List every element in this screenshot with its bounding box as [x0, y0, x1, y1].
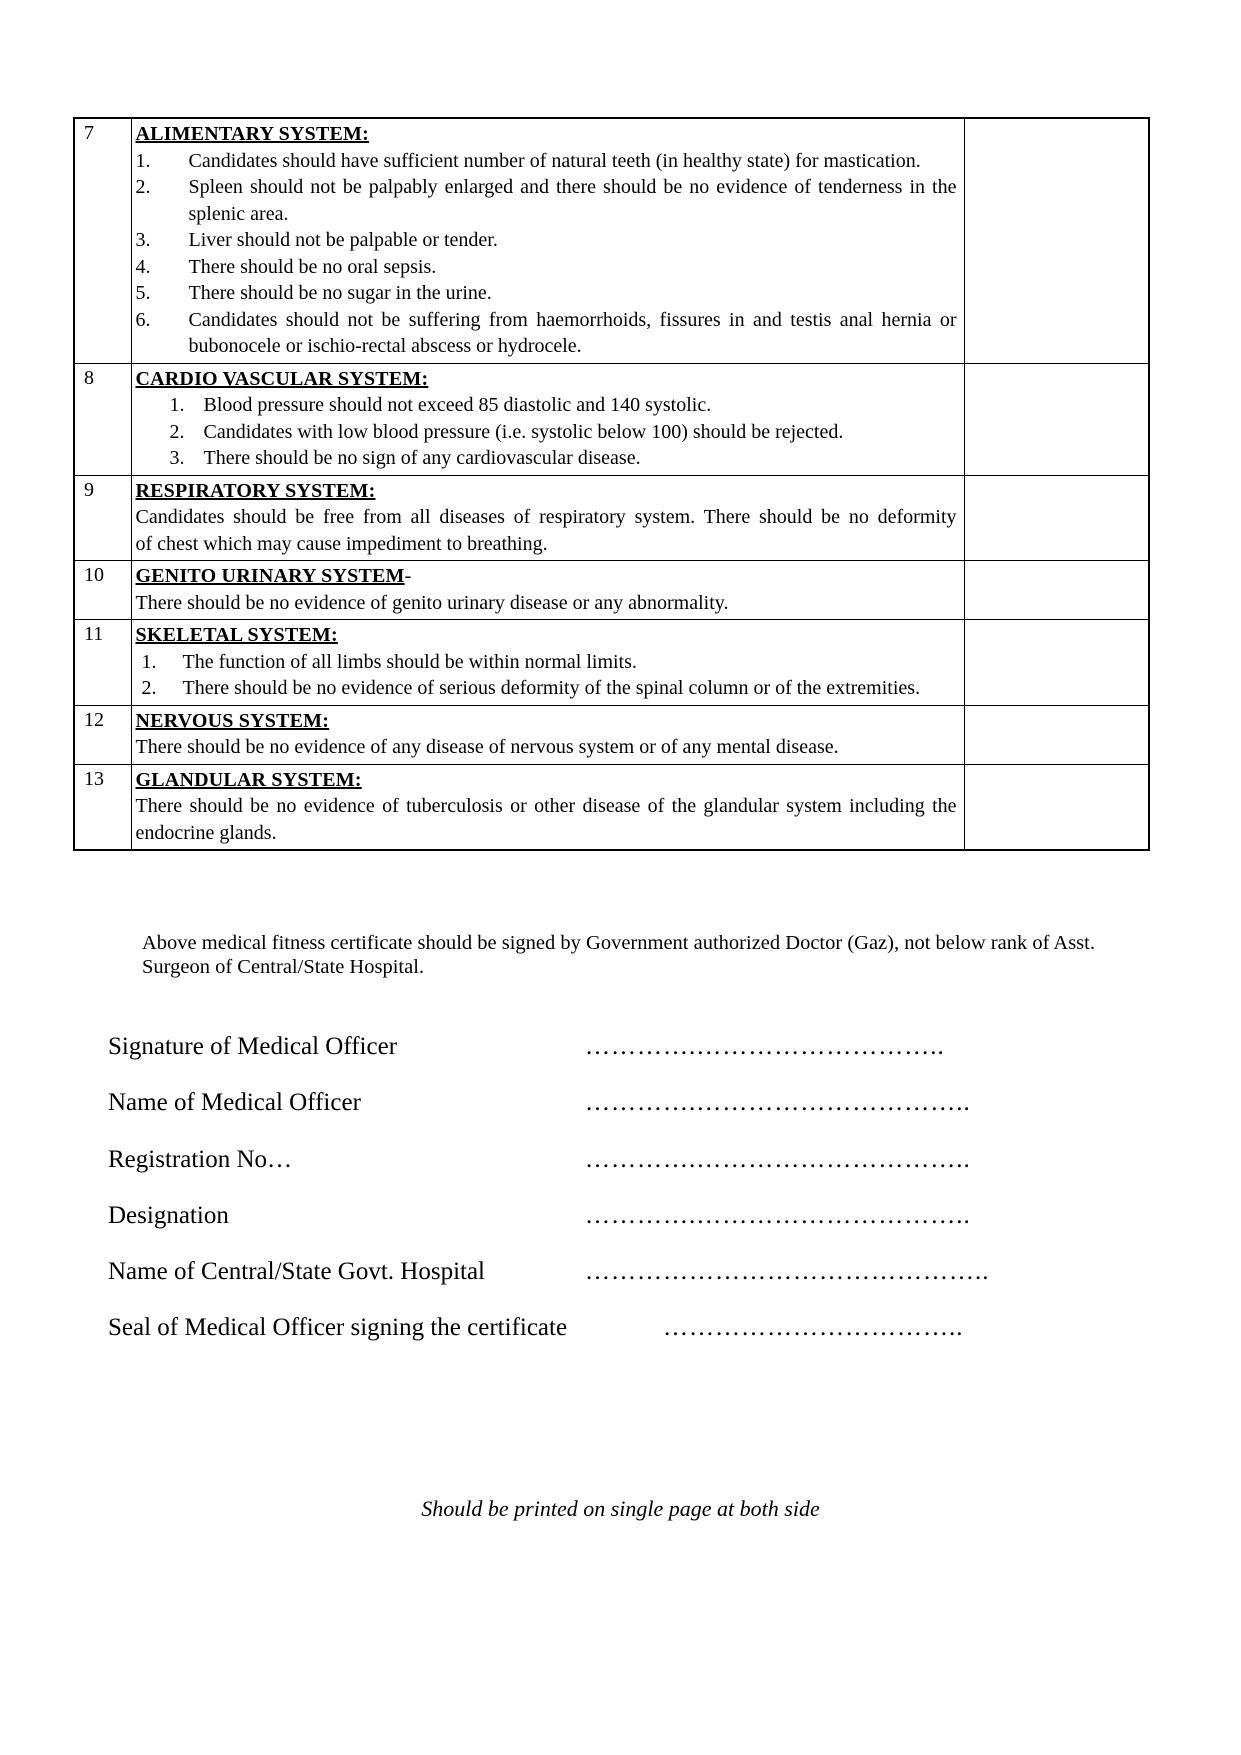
remarks-cell	[964, 363, 1149, 475]
text-line: Candidates should have sufficient number of natural teeth (in healthy state) for mastication.	[188, 149, 921, 172]
row-number-cell: 11	[74, 620, 131, 706]
list-item	[136, 675, 957, 702]
text-line: There should be no evidence of genito urinary disease or any abnormality.	[135, 591, 729, 614]
table-row	[74, 620, 1149, 706]
dotted-fill-line: ………………………………………..	[585, 1258, 990, 1286]
row-number-cell: 9	[74, 475, 131, 561]
list-item	[136, 392, 957, 419]
item-number: 1.	[135, 149, 151, 172]
note-line: Surgeon of Central/State Hospital.	[142, 956, 425, 978]
system-cell	[131, 705, 964, 764]
list-item	[136, 649, 957, 676]
text-line: There should be no oral sepsis.	[188, 255, 437, 278]
item-number: 3.	[135, 229, 151, 251]
signature-row	[108, 1088, 1148, 1144]
text-line: Candidates should be free from all diseases of respiratory system. There should be no deformity	[135, 506, 957, 528]
list-item	[136, 307, 957, 360]
dotted-fill-line: ……………………………..	[663, 1314, 964, 1342]
text-line: There should be no sign of any cardiovascular disease.	[203, 447, 641, 469]
dotted-fill-line: ………….…………………………..	[585, 1089, 971, 1117]
remarks-cell	[964, 118, 1149, 363]
signature-label: Seal of Medical Officer signing the certificate	[108, 1314, 568, 1342]
systems-table	[73, 117, 1150, 851]
system-heading	[136, 708, 957, 735]
system-heading	[136, 478, 957, 505]
signature-row	[108, 1313, 1148, 1369]
system-title: SKELETAL SYSTEM:	[135, 624, 338, 646]
signature-label: Name of Central/State Govt. Hospital	[108, 1258, 486, 1286]
list-item	[136, 445, 957, 472]
table-row	[74, 363, 1149, 475]
signature-row	[108, 1257, 1148, 1313]
list-item	[136, 280, 957, 307]
row-number-cell: 10	[74, 561, 131, 620]
text-line: Spleen should not be palpably enlarged and there should be no evidence of tenderness in the	[188, 176, 957, 198]
system-title: GENITO URINARY SYSTEM	[135, 565, 405, 587]
item-text	[183, 649, 957, 676]
signature-row	[108, 1201, 1148, 1257]
table-row	[74, 475, 1149, 561]
item-number: 6.	[135, 308, 151, 331]
item-number: 5.	[135, 282, 151, 304]
row-number-cell: 8	[74, 363, 131, 475]
row-number-cell: 13	[74, 764, 131, 850]
systems-table-body	[74, 118, 1149, 850]
text-line: Blood pressure should not exceed 85 diastolic and 140 systolic.	[203, 394, 712, 416]
list-item	[136, 148, 957, 175]
system-cell	[131, 475, 964, 561]
row-number-cell: 12	[74, 705, 131, 764]
text-line: There should be no evidence of any disease of nervous system or of any mental disease.	[135, 736, 839, 758]
signature-row	[108, 1145, 1148, 1201]
table-row	[74, 764, 1149, 850]
table-row	[74, 705, 1149, 764]
system-title: NERVOUS SYSTEM:	[135, 709, 330, 732]
item-text	[189, 148, 957, 175]
text-line: of chest which may cause impediment to breathing.	[135, 532, 548, 555]
system-title: RESPIRATORY SYSTEM:	[135, 479, 376, 502]
signature-label: Name of Medical Officer	[108, 1089, 361, 1117]
item-number: 2.	[169, 420, 185, 443]
text-line: There should be no sugar in the urine.	[188, 282, 492, 304]
item-number: 1.	[141, 650, 157, 673]
item-text	[204, 392, 957, 419]
text-line: There should be no evidence of serious deformity of the spinal column or of the extremities.	[182, 677, 921, 699]
system-cell	[131, 764, 964, 850]
list-item	[136, 254, 957, 281]
system-heading	[136, 767, 957, 794]
note-line: Above medical fitness certificate should be signed by Government authorized Doctor (Gaz), not below rank of Asst.	[142, 932, 1095, 954]
system-heading	[136, 366, 957, 393]
item-text	[189, 174, 957, 227]
item-text	[189, 254, 957, 281]
system-cell	[131, 561, 964, 620]
signature-row	[108, 1032, 1148, 1088]
text-line: bubonocele or ischio-rectal abscess or hydrocele.	[188, 335, 582, 357]
footer-note: Should be printed on single page at both side	[421, 1496, 820, 1521]
text-line: Candidates with low blood pressure (i.e. systolic below 100) should be rejected.	[203, 420, 844, 443]
remarks-cell	[964, 620, 1149, 706]
row-number-cell: 7	[74, 118, 131, 363]
list-item	[136, 419, 957, 446]
item-number: 4.	[135, 255, 151, 278]
table-row	[74, 118, 1149, 363]
title-suffix: -	[404, 565, 412, 587]
item-text	[183, 675, 957, 702]
system-heading	[136, 121, 957, 148]
item-number: 2.	[141, 677, 157, 699]
system-cell	[131, 620, 964, 706]
item-text	[204, 445, 957, 472]
system-title: GLANDULAR SYSTEM:	[135, 768, 362, 791]
signature-label: Registration No…	[108, 1145, 293, 1173]
system-cell	[131, 363, 964, 475]
list-item	[136, 174, 957, 227]
system-heading	[136, 622, 957, 649]
dotted-fill-line: ………….…………………………..	[585, 1201, 971, 1229]
system-cell	[131, 118, 964, 363]
item-number: 3.	[169, 447, 185, 469]
remarks-cell	[964, 475, 1149, 561]
table-row	[74, 561, 1149, 620]
item-number: 1.	[169, 394, 185, 416]
dotted-fill-line: ………….…………………………..	[585, 1145, 971, 1173]
dotted-fill-line: ………….………………………..	[585, 1033, 945, 1060]
item-text	[189, 307, 957, 360]
text-line: splenic area.	[188, 202, 289, 225]
item-text	[189, 280, 957, 307]
text-line: Liver should not be palpable or tender.	[188, 229, 498, 251]
signature-block	[108, 1032, 1148, 1370]
signature-label: Designation	[108, 1201, 229, 1229]
text-line: There should be no evidence of tuberculosis or other disease of the glandular system including the	[135, 795, 957, 817]
system-title: CARDIO VASCULAR SYSTEM:	[135, 367, 429, 390]
doctor-authorization-note	[142, 931, 1122, 979]
system-title: ALIMENTARY SYSTEM:	[135, 123, 369, 145]
item-text	[204, 419, 957, 446]
item-number: 2.	[135, 176, 151, 198]
list-item	[136, 227, 957, 254]
text-line: The function of all limbs should be within normal limits.	[182, 650, 637, 673]
text-line: endocrine glands.	[135, 821, 277, 844]
text-line: Candidates should not be suffering from haemorrhoids, fissures in and testis anal hernia or	[188, 308, 957, 331]
item-text	[189, 227, 957, 254]
remarks-cell	[964, 561, 1149, 620]
remarks-cell	[964, 705, 1149, 764]
system-heading	[136, 563, 957, 590]
remarks-cell	[964, 764, 1149, 850]
signature-label: Signature of Medical Officer	[108, 1033, 398, 1060]
